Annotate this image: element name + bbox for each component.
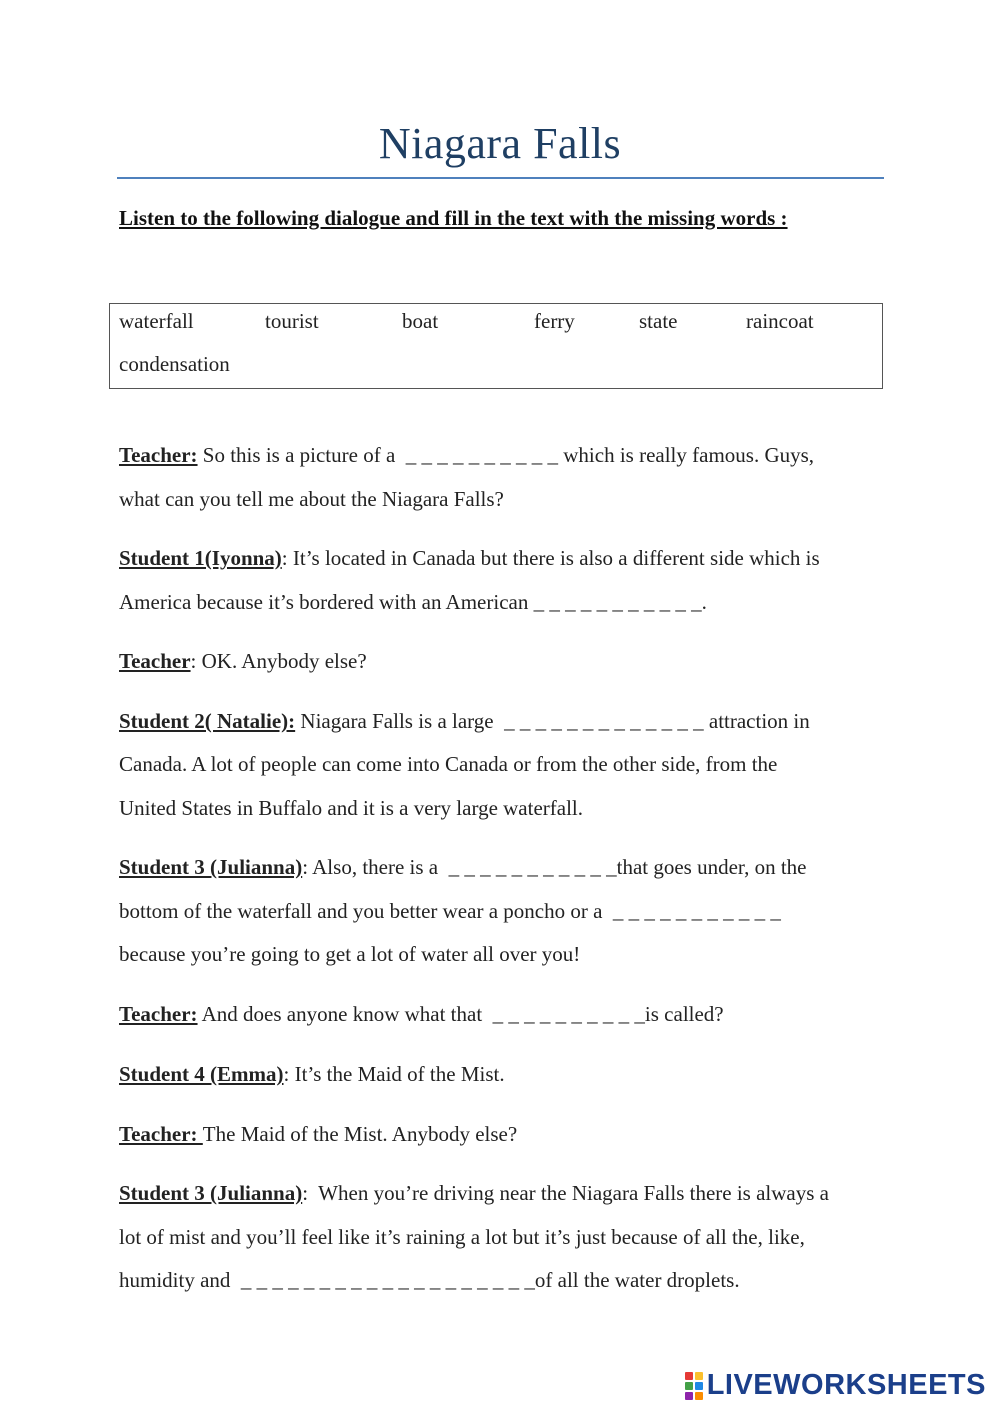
line-text: : It’s the Maid of the Mist. <box>283 1062 505 1086</box>
logo-block <box>685 1382 693 1390</box>
dialogue-line <box>119 1268 740 1293</box>
line-text: United States in Buffalo and it is a very large waterfall. <box>119 796 584 820</box>
line-text: And does anyone know what that _ _ _ _ _ _ _ _ _ _is called? <box>197 1002 724 1026</box>
dialogue-line <box>119 942 580 967</box>
line-text: Niagara Falls is a large _ _ _ _ _ _ _ _ _ _ _ _ _ attraction in <box>295 709 810 733</box>
dialogue-line <box>119 590 707 615</box>
logo-icon <box>685 1372 703 1400</box>
dialogue-line <box>119 1062 505 1087</box>
instruction-text: Listen to the following dialogue and fill in the text with the missing words : <box>119 206 788 230</box>
dialogue-line <box>119 1181 829 1206</box>
dialogue-line <box>119 752 777 777</box>
logo-block <box>695 1382 703 1390</box>
logo-block <box>695 1392 703 1400</box>
word-bank-item: condensation <box>119 352 230 376</box>
line-text: America because it’s bordered with an American _ _ _ _ _ _ _ _ _ _ _. <box>119 590 707 614</box>
dialogue-line <box>119 855 806 880</box>
line-text: The Maid of the Mist. Anybody else? <box>202 1122 518 1146</box>
line-text: Canada. A lot of people can come into Canada or from the other side, from the <box>119 752 778 776</box>
word-bank-item: raincoat <box>746 309 814 333</box>
logo-text: LIVEWORKSHEETS <box>706 1369 986 1401</box>
dialogue-line <box>119 899 781 924</box>
speaker-label: Student 1(Iyonna) <box>119 546 282 570</box>
word-bank-item: tourist <box>265 309 319 333</box>
speaker-label: Teacher <box>119 649 191 673</box>
dialogue-line <box>119 1225 805 1250</box>
line-text: humidity and _ _ _ _ _ _ _ _ _ _ _ _ _ _ _ _ _ _ _of all the water droplets. <box>119 1268 740 1292</box>
line-text: : When you’re driving near the Niagara Falls there is always a <box>302 1181 829 1205</box>
word-bank-item: waterfall <box>119 309 194 333</box>
logo-block <box>685 1372 693 1380</box>
line-text: because you’re going to get a lot of water all over you! <box>119 942 581 966</box>
dialogue-line <box>119 487 504 512</box>
line-text: : Also, there is a _ _ _ _ _ _ _ _ _ _ _that goes under, on the <box>302 855 807 879</box>
word-bank-item: ferry <box>534 309 575 333</box>
speaker-label: Student 4 (Emma) <box>119 1062 284 1086</box>
word-bank <box>109 303 883 389</box>
speaker-label: Teacher: <box>119 1002 198 1026</box>
speaker-label: Student 2( Natalie): <box>119 709 296 733</box>
logo-block <box>695 1372 703 1380</box>
dialogue-line <box>119 443 814 468</box>
liveworksheets-logo[interactable] <box>685 1369 986 1402</box>
line-text: So this is a picture of a _ _ _ _ _ _ _ _ _ _ which is really famous. Guys, <box>197 443 815 467</box>
word-bank-item: state <box>639 309 678 333</box>
line-text: lot of mist and you’ll feel like it’s raining a lot but it’s just because of all the, like, <box>119 1225 805 1249</box>
speaker-label: Student 3 (Julianna) <box>119 1181 303 1205</box>
speaker-label: Teacher: <box>119 1122 203 1146</box>
line-text: bottom of the waterfall and you better wear a poncho or a _ _ _ _ _ _ _ _ _ _ _ <box>119 899 781 923</box>
dialogue-line <box>119 1002 724 1027</box>
dialogue-line <box>119 1122 517 1147</box>
title-underline <box>117 177 884 179</box>
speaker-label: Teacher: <box>119 443 198 467</box>
page-title: Niagara Falls <box>378 119 622 168</box>
dialogue-line <box>119 649 367 674</box>
line-text: what can you tell me about the Niagara Falls? <box>119 487 504 511</box>
dialogue-line <box>119 796 583 821</box>
line-text: : OK. Anybody else? <box>190 649 367 673</box>
speaker-label: Student 3 (Julianna) <box>119 855 303 879</box>
line-text: : It’s located in Canada but there is also a different side which is <box>281 546 820 570</box>
dialogue-line <box>119 546 820 571</box>
dialogue-line <box>119 709 810 734</box>
word-bank-item: boat <box>402 309 439 333</box>
logo-block <box>685 1392 693 1400</box>
